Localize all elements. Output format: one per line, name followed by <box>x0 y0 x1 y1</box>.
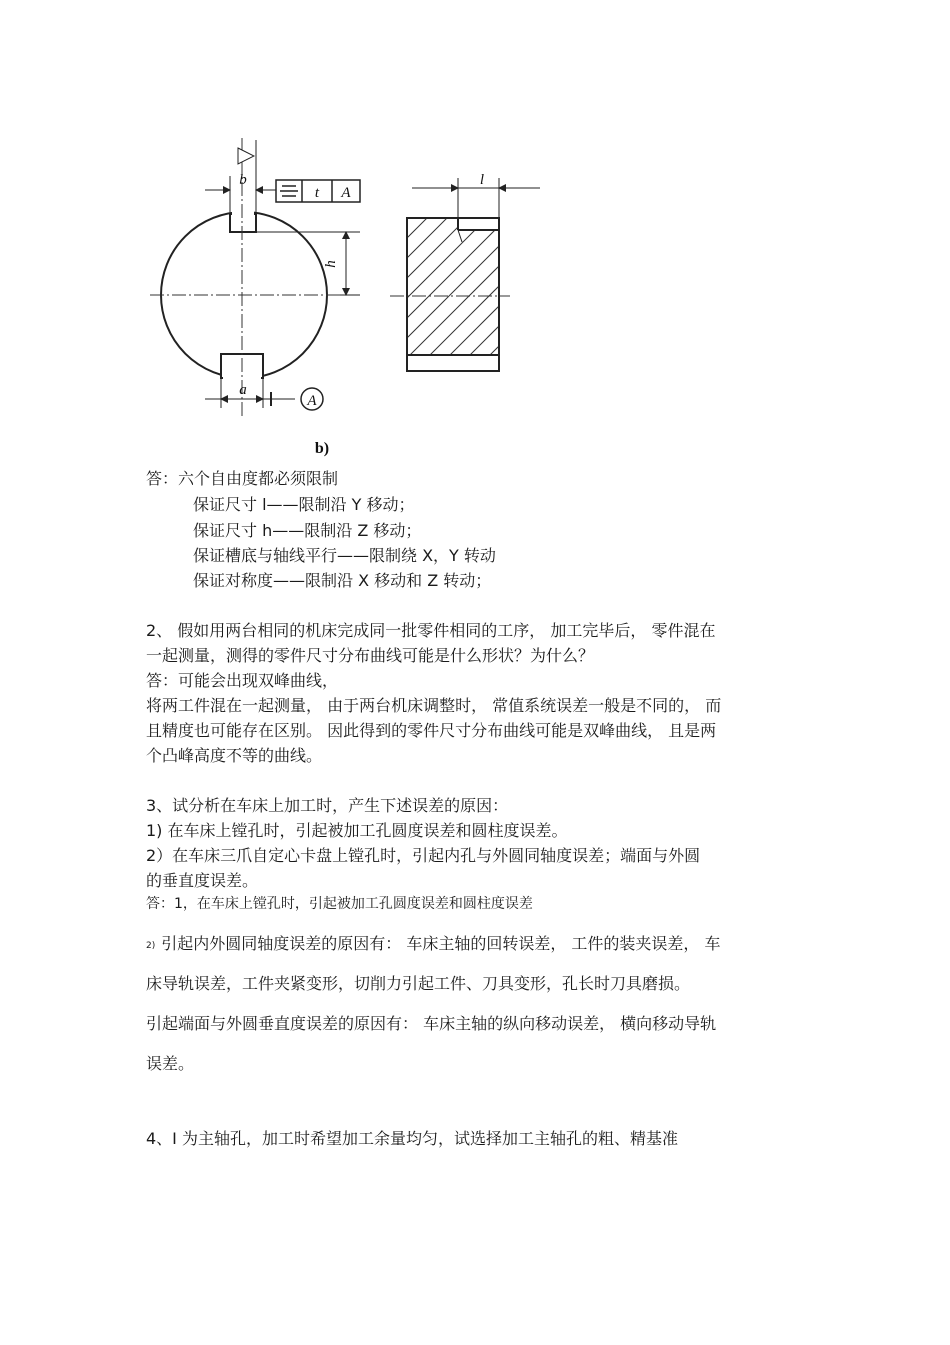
answer1-line-2: 保证尺寸 h——限制沿 Z 移动； <box>193 521 422 540</box>
side-section-view <box>390 172 570 371</box>
q3-item-2-line-1: 2）在车床三爪自定心卡盘上镗孔时，引起内孔与外圆同轴度误差；端面与外圆 <box>146 846 701 865</box>
q2-answer-line-2: 将两工件混在一起测量， 由于两台机床调整时， 常值系统误差一般是不同的， 而 <box>146 696 722 715</box>
dim-l-label: l <box>479 172 485 188</box>
answer1-line-3: 保证槽底与轴线平行——限制绕 X，Y 转动 <box>193 546 496 565</box>
q3-answer-line-1: 答：1，在车床上镗孔时，引起被加工孔圆度误差和圆柱度误差 <box>146 896 533 912</box>
feature-control-frame <box>276 180 360 202</box>
q2-answer-line-3: 且精度也可能存在区别。 因此得到的零件尺寸分布曲线可能是双峰曲线， 且是两 <box>146 721 717 740</box>
q2-answer-line-4: 个凸峰高度不等的曲线。 <box>146 746 323 765</box>
frame-tolerance: t <box>314 185 320 201</box>
q2-question-line-1: 2、 假如用两台相同的机床完成同一批零件相同的工序， 加工完毕后， 零件混在 <box>146 621 716 640</box>
answer1-line-4: 保证对称度——限制沿 X 移动和 Z 转动； <box>193 571 492 590</box>
q3-item-1: 1) 在车床上镗孔时，引起被加工孔圆度误差和圆柱度误差。 <box>146 821 568 840</box>
q2-question-line-2: 一起测量，测得的零件尺寸分布曲线可能是什么形状？为什么？ <box>146 646 595 665</box>
technical-drawing <box>150 118 570 468</box>
answer1-head: 答：六个自由度都必须限制 <box>146 469 339 488</box>
q3-item-2-line-2: 的垂直度误差。 <box>146 871 259 890</box>
datum-a-symbol <box>301 388 323 410</box>
q4-question-line-1: 4、I 为主轴孔，加工时希望加工余量均匀，试选择加工主轴孔的粗、精基准 <box>146 1129 678 1148</box>
q3-answer-2-marker: 2) <box>146 941 156 951</box>
dim-h-label: h <box>323 260 339 268</box>
dim-a-label: a <box>239 382 247 398</box>
svg-text:A: A <box>307 393 317 409</box>
q3-question-line-1: 3、试分析在车床上加工时，产生下述误差的原因： <box>146 796 509 815</box>
q3-answer-2-line-2: 床导轨误差，工件夹紧变形，切削力引起工件、刀具变形，孔长时刀具磨损。 <box>146 974 691 993</box>
q3-answer-2-line-1 <box>146 931 721 959</box>
frame-datum: A <box>341 185 351 201</box>
q3-answer-3-line-1: 引起端面与外圆垂直度误差的原因有： 车床主轴的纵向移动误差， 横向移动导轨 <box>146 1014 717 1033</box>
dim-b-label: b <box>239 172 247 188</box>
figure-label: b) <box>314 440 330 457</box>
q3-answer-3-line-2: 误差。 <box>146 1054 195 1073</box>
answer1-line-1: 保证尺寸 l——限制沿 Y 移动； <box>193 495 415 514</box>
q2-answer-line-1: 答：可能会出现双峰曲线， <box>146 671 339 690</box>
q3-answer-2-text: 引起内外圆同轴度误差的原因有： 车床主轴的回转误差， 工件的装夹误差， 车 <box>161 934 721 953</box>
